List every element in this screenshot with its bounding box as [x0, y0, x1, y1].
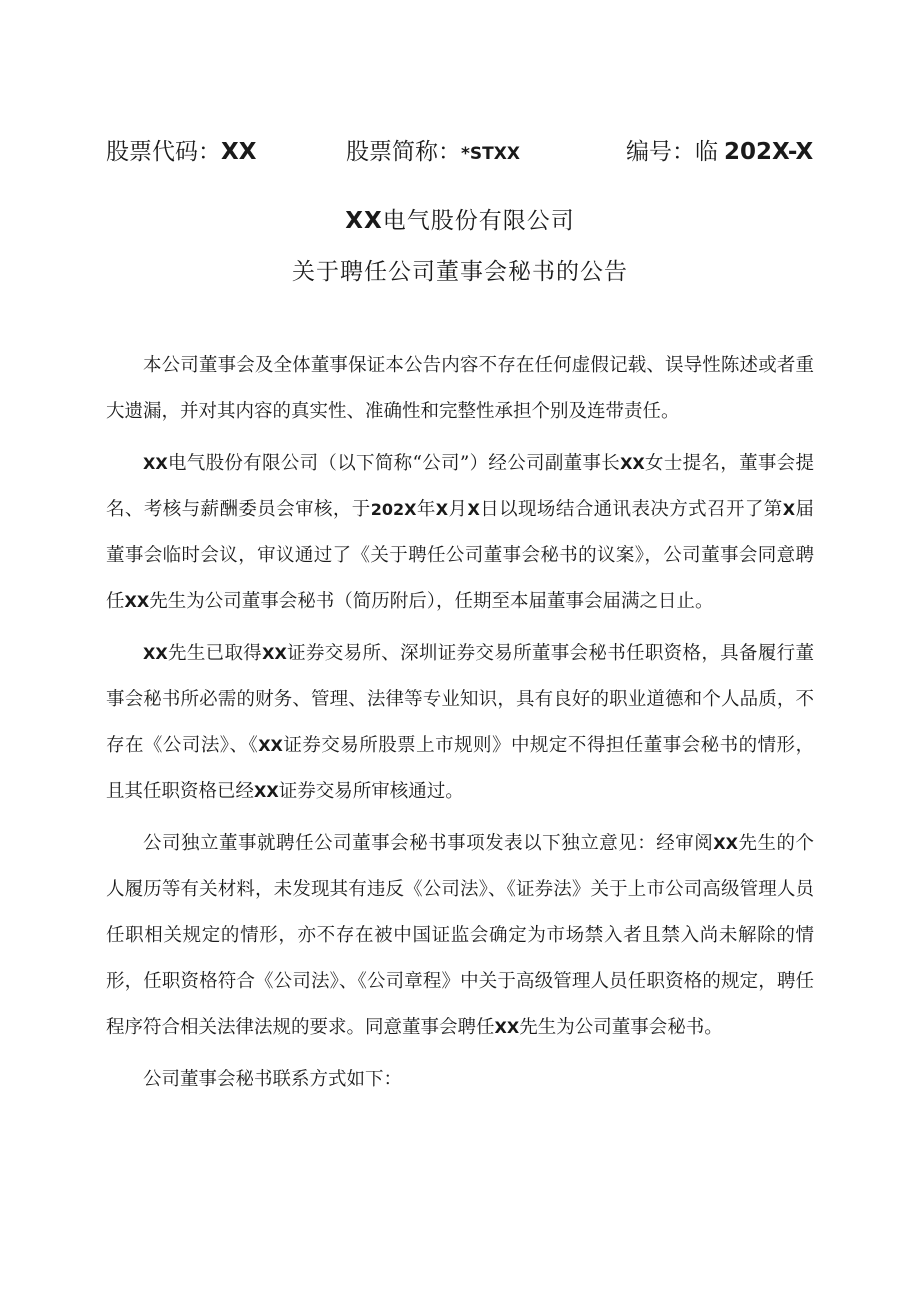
- announcement-title: 关于聘任公司董事会秘书的公告: [292, 259, 628, 285]
- announcement-number: [626, 132, 813, 172]
- paragraph-qualification: XX先生已取得XX证券交易所、深圳证券交易所董事会秘书任职资格，具备履行董事会秘书所必需的财务、管理、法律等专业知识，具有良好的职业道德和个人品质，不存在《公司法》、《XX证券交易所股票上市规则》中规定不得担任董事会秘书的情形，且其任职资格已经XX证券交易所审核通过。: [106, 643, 814, 802]
- announcement-body: [106, 343, 814, 1109]
- announcement-number-value: 202X-X: [724, 139, 814, 165]
- announcement-header: [106, 132, 814, 172]
- paragraph-independent-opinion: 公司独立董事就聘任公司董事会秘书事项发表以下独立意见：经审阅XX先生的个人履历等有关材料，未发现其有违反《公司法》、《证券法》关于上市公司高级管理人员任职相关规定的情形，亦不存在被中国证监会确定为市场禁入者且禁入尚未解除的情形，任职资格符合《公司法》、《公司章程》中关于高级管理人员任职资格的规定，聘任程序符合相关法律法规的要求。同意董事会聘任XX先生为公司董事会秘书。: [106, 833, 814, 1038]
- stock-name-value: *STXX: [461, 144, 520, 164]
- company-title-prefix: XX: [345, 208, 383, 234]
- stock-code-label: 股票代码：: [106, 139, 221, 165]
- stock-name-label: 股票简称：: [346, 139, 461, 165]
- paragraph-nomination: XX电气股份有限公司（以下简称“公司”）经公司副董事长XX女士提名，董事会提名、考核与薪酬委员会审核，于202X年X月X日以现场结合通讯表决方式召开了第X届董事会临时会议，审议通过了《关于聘任公司董事会秘书的议案》，公司董事会同意聘任XX先生为公司董事会秘书（简历附后），任期至本届董事会届满之日止。: [106, 453, 814, 612]
- stock-code-value: XX: [221, 139, 257, 165]
- company-title: [0, 201, 920, 241]
- stock-code: [106, 132, 256, 172]
- announcement-number-label: 编号：临: [626, 139, 718, 165]
- paragraph-disclaimer: 本公司董事会及全体董事保证本公告内容不存在任何虚假记载、误导性陈述或者重大遗漏，并对其内容的真实性、准确性和完整性承担个别及连带责任。: [106, 355, 814, 422]
- stock-name: [346, 132, 520, 174]
- company-title-rest: 电气股份有限公司: [382, 208, 575, 234]
- paragraph-contact: 公司董事会秘书联系方式如下：: [143, 1069, 403, 1090]
